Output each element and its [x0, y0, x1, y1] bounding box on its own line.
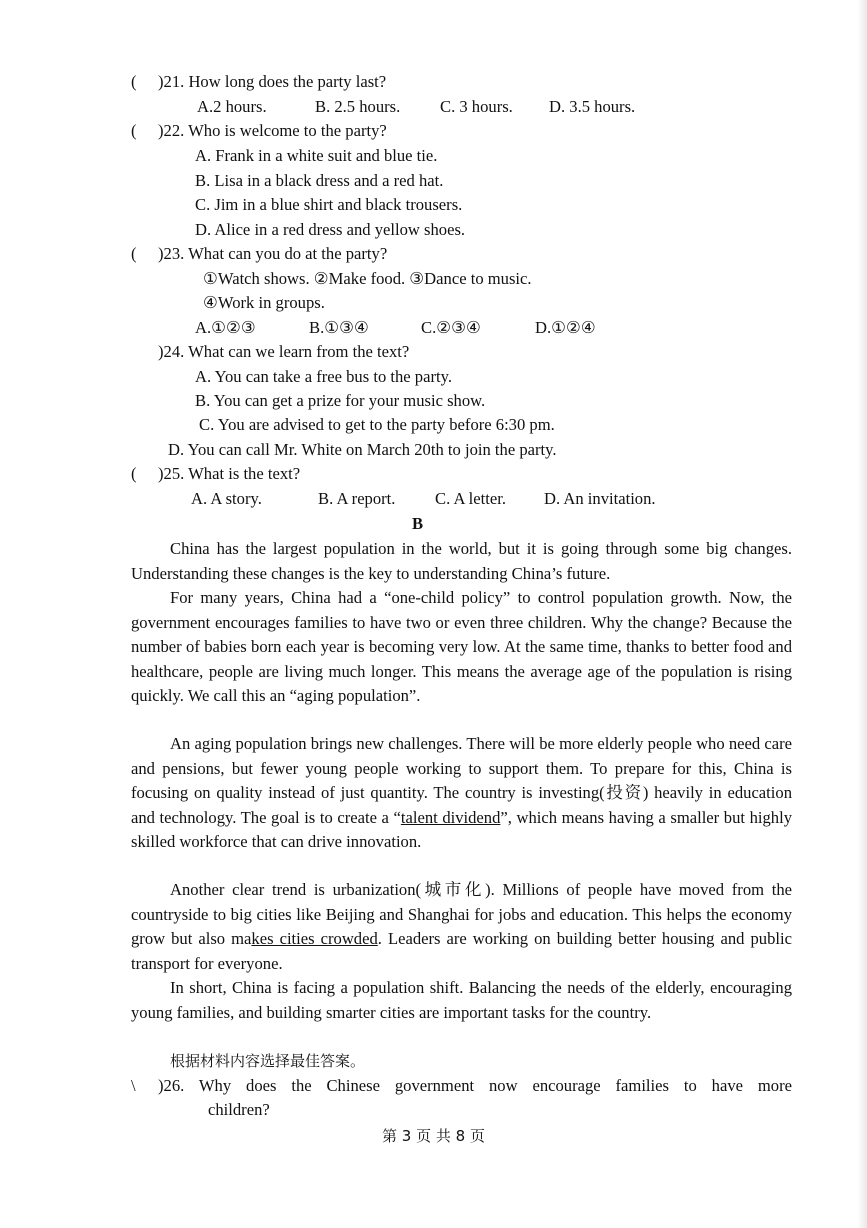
option-b: B. A report. [318, 489, 396, 508]
underlined-phrase: kes cities crowded [251, 929, 378, 948]
question-21 [158, 70, 386, 95]
question-26 [158, 1074, 792, 1099]
page-footer: 第 3 页 共 8 页 [382, 1127, 485, 1145]
option-c: C. You are advised to get to the party before 6:30 pm. [199, 415, 555, 434]
answer-bracket[interactable]: ( [131, 244, 137, 263]
underlined-phrase: talent dividend [400, 807, 501, 827]
option-a: A. You can take a free bus to the party. [195, 367, 452, 386]
question-stem: Who is welcome to the party? [188, 121, 387, 140]
passage-paragraph-1: China has the largest population in the world, but it is going through some big changes. Understanding these changes is the key to understanding China’s future. [131, 539, 792, 583]
passage-paragraph-4 [131, 878, 792, 976]
option-b: B. 2.5 hours. [315, 97, 401, 116]
question-stem: What can you do at the party? [188, 244, 388, 263]
activity-list-line-1: ①Watch shows. ②Make food. ③Dance to music. [203, 269, 532, 288]
answer-bracket[interactable]: ( [131, 464, 137, 483]
instruction: 根据材料内容选择最佳答案。 [170, 1052, 366, 1070]
question-number: )24. [158, 342, 185, 361]
passage-paragraph-5: In short, China is facing a population shift. Balancing the needs of the elderly, encouraging young families, and building smarter cities are important tasks for the country. [131, 978, 792, 1022]
question-25 [158, 462, 300, 487]
option-a: A.2 hours. [197, 97, 267, 116]
option-b: B. Lisa in a black dress and a red hat. [195, 171, 444, 190]
question-stem: What can we learn from the text? [188, 342, 410, 361]
question-number: )22. [158, 121, 185, 140]
option-d: D.①②④ [535, 318, 596, 337]
option-c: C. 3 hours. [440, 97, 513, 116]
text-run: Another clear trend is urbanization(城市化). Millions of people have moved from the countryside to big cities like Beijing and Shanghai for jobs and education. This helps the economy grow but also ma [131, 880, 792, 948]
question-stem-continued: children? [208, 1100, 270, 1119]
answer-bracket[interactable]: \ [131, 1076, 136, 1095]
option-d: D. 3.5 hours. [549, 97, 636, 116]
answer-bracket[interactable]: ( [131, 121, 137, 140]
scan-edge-shadow [857, 0, 867, 1228]
activity-list-line-2: ④Work in groups. [203, 293, 325, 312]
answer-bracket[interactable]: ( [131, 72, 137, 91]
question-number: )23. [158, 244, 185, 263]
question-stem: What is the text? [188, 464, 301, 483]
option-c: C. A letter. [435, 489, 506, 508]
question-number: )26. [158, 1076, 185, 1095]
option-d: D. You can call Mr. White on March 20th to join the party. [168, 440, 557, 459]
question-number: )21. [158, 72, 185, 91]
option-a: A.①②③ [195, 318, 256, 337]
passage-paragraph-2: For many years, China had a “one-child policy” to control population growth. Now, the government encourages families to have two or even three children. Why the change? Because the number of babies born each year is becoming very low. At the same time, thanks to better food and healthcare, people are living much longer. This means the average age of the population is rising quickly. We call this an “aging population”. [131, 588, 792, 705]
option-d: D. An invitation. [544, 489, 656, 508]
question-23 [158, 242, 387, 267]
option-b: B.①③④ [309, 318, 369, 337]
passage-paragraph-3 [131, 732, 792, 855]
option-c: C. Jim in a blue shirt and black trousers. [195, 195, 463, 214]
text-run: . Leaders are working on building better housing and public transport for everyone. [131, 929, 792, 973]
option-c: C.②③④ [421, 318, 481, 337]
option-a: A. Frank in a white suit and blue tie. [195, 146, 438, 165]
option-b: B. You can get a prize for your music show. [195, 391, 486, 410]
option-a: A. A story. [191, 489, 262, 508]
option-d: D. Alice in a red dress and yellow shoes. [195, 220, 466, 239]
text-run: ”, which means having a smaller but highly skilled workforce that can drive innovation. [131, 807, 792, 851]
question-stem: Why does the Chinese government now encourage families to have more [198, 1076, 792, 1095]
section-label: B [412, 514, 424, 533]
question-22 [158, 119, 387, 144]
question-number: )25. [158, 464, 185, 483]
question-24 [158, 340, 409, 365]
text-run: An aging population brings new challenges. There will be more elderly people who need care and pensions, but fewer young people working to support them. To prepare for this, China is focusing on quality instead of just quantity. The country is investing(投资) heavily in education and technology. The goal is to create a “ [131, 734, 792, 827]
question-stem: How long does the party last? [188, 72, 387, 91]
